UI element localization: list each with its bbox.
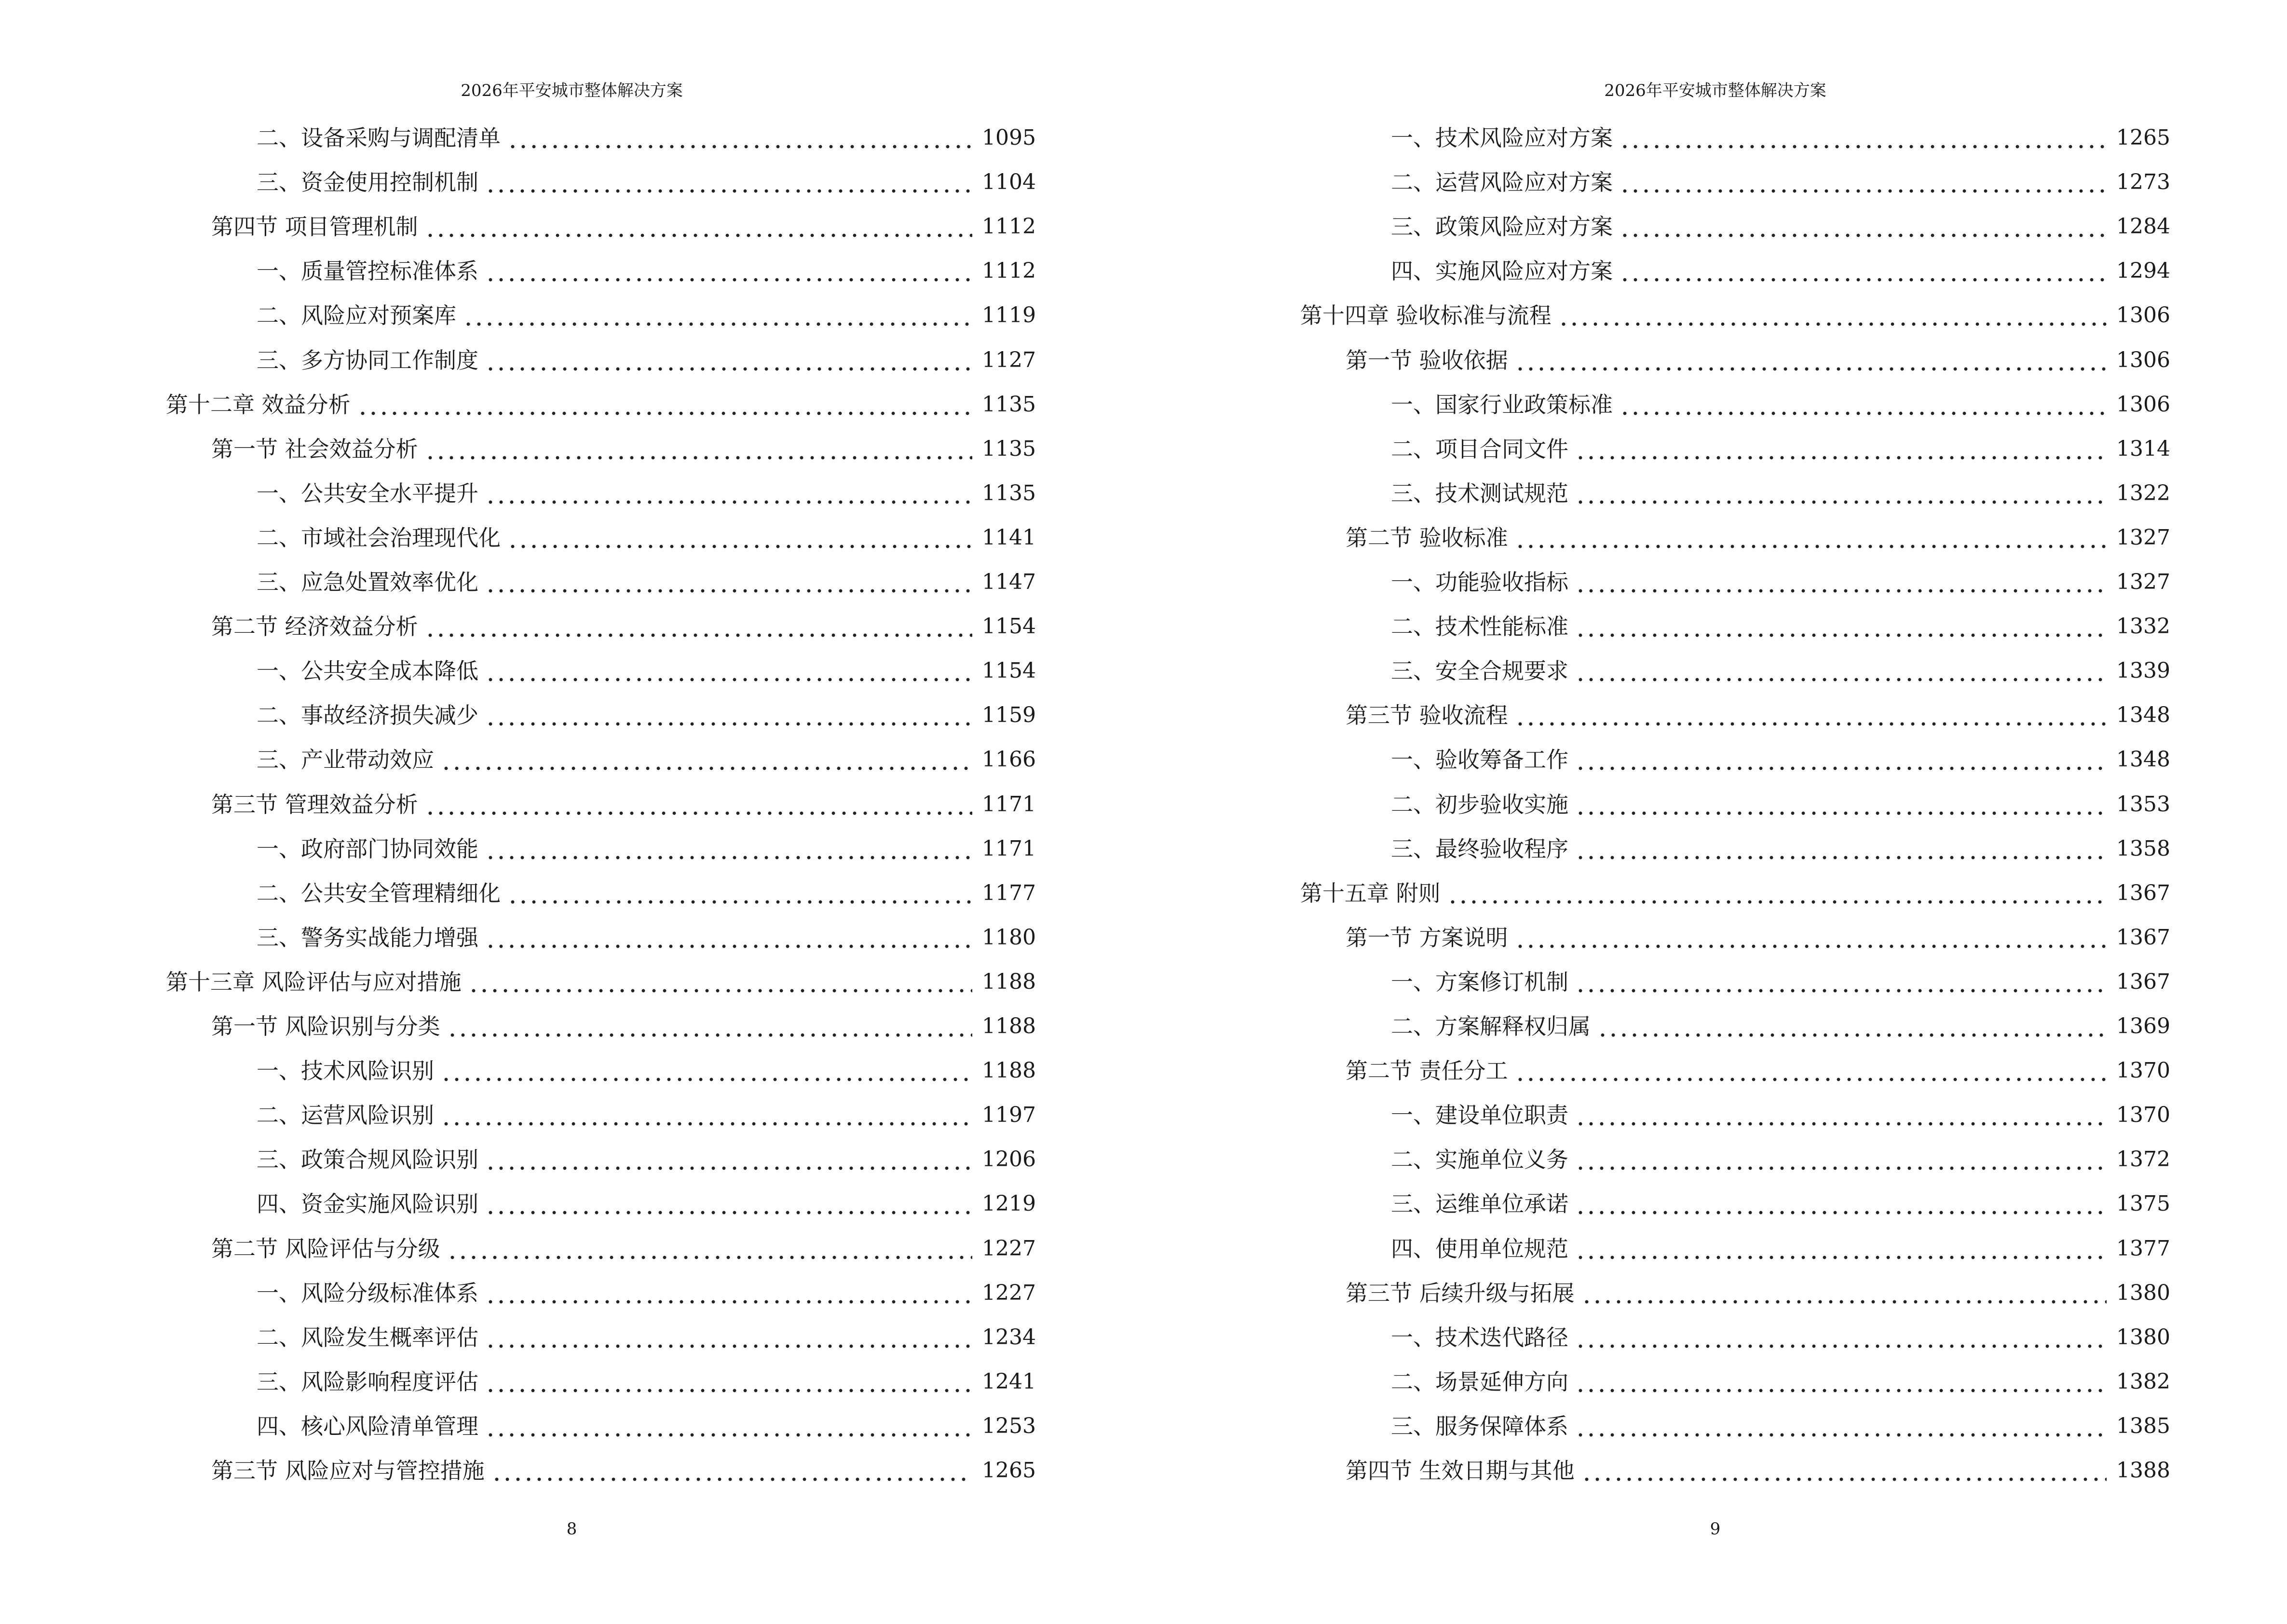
dot-leader: [485, 918, 972, 957]
toc-entry-page-number: 1265: [982, 1458, 1036, 1483]
toc-entry-title: 一、方案修订机制: [1391, 969, 1568, 995]
toc-entry-title: 第四节 项目管理机制: [211, 214, 418, 240]
dot-leader: [485, 1140, 972, 1179]
toc-entry-title: 三、运维单位承诺: [1391, 1191, 1568, 1217]
dot-leader: [1575, 1096, 2107, 1134]
toc-entry-title: 三、资金使用控制机制: [257, 169, 478, 196]
toc-entry[interactable]: [1391, 740, 2170, 779]
toc-entry-title: 三、技术测试规范: [1391, 480, 1568, 506]
toc-entry-title: 一、公共安全成本降低: [257, 658, 478, 684]
dot-leader: [485, 163, 972, 202]
toc-entry-title: 第二节 验收标准: [1346, 524, 1508, 551]
dot-leader: [1597, 1007, 2107, 1046]
toc-entry[interactable]: [211, 607, 1036, 646]
page-header: 2026年平安城市整体解决方案: [461, 81, 683, 100]
toc-entry-page-number: 1197: [982, 1103, 1036, 1128]
toc-entry-title: 二、初步验收实施: [1391, 791, 1568, 818]
toc-entry-page-number: 1177: [982, 880, 1036, 905]
dot-leader: [1575, 430, 2107, 468]
toc-entry-page-number: 1147: [982, 570, 1036, 594]
toc-entry-title: 四、使用单位规范: [1391, 1235, 1568, 1262]
toc-entry-page-number: 1188: [982, 1058, 1036, 1083]
toc-entry-title: 二、设备采购与调配清单: [257, 125, 501, 151]
toc-entry-title: 第四节 生效日期与其他: [1346, 1458, 1575, 1484]
toc-entry-title: 三、警务实战能力增强: [257, 924, 478, 951]
dot-leader: [491, 1451, 972, 1490]
toc-entry[interactable]: [1346, 696, 2170, 735]
dot-leader: [1575, 474, 2107, 513]
toc-entry-page-number: 1332: [2116, 614, 2170, 639]
dot-leader: [1581, 1274, 2107, 1312]
toc-entry-page-number: 1112: [982, 259, 1036, 284]
dot-leader: [485, 830, 972, 868]
dot-leader: [485, 474, 972, 513]
toc-entry-title: 三、产业带动效应: [257, 747, 434, 773]
toc-entry[interactable]: [257, 1318, 1036, 1357]
dot-leader: [485, 341, 972, 380]
toc-entry-page-number: 1265: [2116, 125, 2170, 150]
toc-entry-page-number: 1322: [2116, 480, 2170, 505]
toc-entry[interactable]: [1391, 163, 2170, 202]
toc-entry[interactable]: [257, 563, 1036, 601]
toc-entry[interactable]: [257, 519, 1036, 557]
toc-entry-page-number: 1095: [982, 125, 1036, 150]
toc-entry-title: 一、建设单位职责: [1391, 1102, 1568, 1129]
toc-entry[interactable]: [1391, 252, 2170, 290]
dot-leader: [425, 430, 972, 468]
dot-leader: [1575, 785, 2107, 824]
toc-entry-page-number: 1306: [2116, 303, 2170, 328]
toc-entry-page-number: 1180: [982, 925, 1036, 950]
toc-entry-title: 第三节 验收流程: [1346, 702, 1508, 729]
dot-leader: [468, 963, 972, 1001]
toc-entry-title: 二、项目合同文件: [1391, 436, 1568, 462]
toc-entry[interactable]: [1391, 1096, 2170, 1134]
toc-entry-page-number: 1339: [2116, 658, 2170, 683]
toc-entry[interactable]: [1391, 1407, 2170, 1446]
toc-entry-page-number: 1380: [2116, 1324, 2170, 1350]
toc-entry[interactable]: [1391, 1363, 2170, 1401]
toc-entry-page-number: 1306: [2116, 392, 2170, 417]
dot-leader: [425, 607, 972, 646]
toc-entry[interactable]: [211, 1451, 1036, 1490]
toc-entry-title: 三、最终验收程序: [1391, 835, 1568, 862]
toc-entry-page-number: 1370: [2116, 1058, 2170, 1083]
toc-entry[interactable]: [1391, 474, 2170, 513]
toc-entry-title: 第一节 验收依据: [1346, 347, 1508, 373]
dot-leader: [441, 1051, 972, 1090]
toc-entry[interactable]: [257, 918, 1036, 957]
toc-entry-page-number: 1294: [2116, 259, 2170, 284]
toc-entry-title: 二、方案解释权归属: [1391, 1013, 1591, 1039]
toc-entry[interactable]: [1391, 563, 2170, 601]
right-page: [1144, 0, 2287, 1624]
toc-entry[interactable]: [257, 1096, 1036, 1134]
toc-entry[interactable]: [1346, 918, 2170, 957]
page-header: 2026年平安城市整体解决方案: [1604, 81, 1826, 100]
toc-entry-page-number: 1154: [982, 614, 1036, 639]
toc-entry-page-number: 1135: [982, 392, 1036, 417]
dot-leader: [1515, 1051, 2107, 1090]
toc-entry[interactable]: [257, 1363, 1036, 1401]
toc-entry-page-number: 1112: [982, 214, 1036, 239]
toc-entry-title: 第三节 管理效益分析: [211, 791, 418, 818]
toc-entry[interactable]: [257, 652, 1036, 690]
dot-leader: [1558, 296, 2107, 335]
dot-leader: [1575, 607, 2107, 646]
toc-entry-page-number: 1171: [982, 836, 1036, 861]
toc-entry-page-number: 1227: [982, 1280, 1036, 1305]
toc-entry-title: 一、技术风险识别: [257, 1058, 434, 1084]
toc-entry-page-number: 1358: [2116, 836, 2170, 861]
page-number: 9: [1710, 1519, 1721, 1539]
toc-entry[interactable]: [257, 1407, 1036, 1446]
toc-entry-page-number: 1135: [982, 436, 1036, 461]
dot-leader: [1620, 385, 2107, 424]
toc-entry-title: 一、技术迭代路径: [1391, 1324, 1568, 1351]
dot-leader: [1575, 1229, 2107, 1268]
toc-entry[interactable]: [257, 1140, 1036, 1179]
toc-entry-page-number: 1375: [2116, 1191, 2170, 1216]
toc-entry-page-number: 1367: [2116, 925, 2170, 950]
dot-leader: [1515, 519, 2107, 557]
toc-entry-page-number: 1141: [982, 525, 1036, 550]
toc-entry-title: 一、公共安全水平提升: [257, 480, 478, 506]
dot-leader: [485, 1274, 972, 1312]
toc-entry-title: 第十二章 效益分析: [166, 391, 351, 418]
dot-leader: [485, 252, 972, 290]
dot-leader: [485, 652, 972, 690]
toc-entry-page-number: 1154: [982, 658, 1036, 683]
toc-entry[interactable]: [1391, 1318, 2170, 1357]
toc-entry-title: 第一节 风险识别与分类: [211, 1013, 440, 1039]
toc-entry-title: 一、功能验收指标: [1391, 569, 1568, 595]
toc-entry[interactable]: [257, 874, 1036, 913]
dot-leader: [485, 563, 972, 601]
toc-entry-title: 二、运营风险应对方案: [1391, 169, 1613, 196]
dot-leader: [485, 1363, 972, 1401]
toc-entry[interactable]: [257, 474, 1036, 513]
toc-entry-title: 第十四章 验收标准与流程: [1300, 302, 1552, 329]
toc-entry-title: 二、运营风险识别: [257, 1102, 434, 1129]
toc-entry-page-number: 1367: [2116, 969, 2170, 994]
dot-leader: [1575, 652, 2107, 690]
toc-entry-title: 三、政策风险应对方案: [1391, 214, 1613, 240]
toc-entry-title: 三、应急处置效率优化: [257, 569, 478, 595]
toc-entry[interactable]: [211, 785, 1036, 824]
toc-entry-title: 一、政府部门协同效能: [257, 835, 478, 862]
toc-entry[interactable]: [257, 163, 1036, 202]
toc-entry-title: 第十三章 风险评估与应对措施: [166, 969, 462, 995]
toc-entry-page-number: 1253: [982, 1413, 1036, 1438]
toc-entry[interactable]: [1300, 874, 2170, 913]
dot-leader: [441, 1096, 972, 1134]
toc-entry-title: 三、风险影响程度评估: [257, 1368, 478, 1395]
toc-entry-page-number: 1159: [982, 703, 1036, 728]
dot-leader: [425, 785, 972, 824]
toc-entry[interactable]: [1391, 785, 2170, 824]
toc-entry-title: 一、验收筹备工作: [1391, 747, 1568, 773]
toc-entry-page-number: 1188: [982, 969, 1036, 994]
dot-leader: [1575, 1318, 2107, 1357]
toc-entry-page-number: 1234: [982, 1324, 1036, 1350]
dot-leader: [1447, 874, 2107, 913]
dot-leader: [1575, 1185, 2107, 1223]
toc-entry-title: 二、场景延伸方向: [1391, 1368, 1568, 1395]
toc-entry[interactable]: [257, 119, 1036, 157]
toc-entry-page-number: 1367: [2116, 880, 2170, 905]
dot-leader: [1515, 341, 2107, 380]
toc-entry-page-number: 1227: [982, 1236, 1036, 1261]
toc-entry-page-number: 1382: [2116, 1369, 2170, 1394]
toc-entry-title: 第二节 责任分工: [1346, 1058, 1508, 1084]
toc-entry-page-number: 1166: [982, 747, 1036, 772]
dot-leader: [447, 1007, 972, 1046]
dot-leader: [1515, 696, 2107, 735]
toc-entry-page-number: 1188: [982, 1014, 1036, 1038]
toc-entry[interactable]: [211, 207, 1036, 246]
dot-leader: [1575, 963, 2107, 1001]
toc-entry[interactable]: [257, 252, 1036, 290]
toc-entry[interactable]: [1391, 207, 2170, 246]
toc-entry[interactable]: [1346, 519, 2170, 557]
dot-leader: [1581, 1451, 2107, 1490]
toc-entry-page-number: 1135: [982, 480, 1036, 505]
dot-leader: [1575, 1140, 2107, 1179]
toc-entry-page-number: 1370: [2116, 1103, 2170, 1128]
toc-entry[interactable]: [1346, 1274, 2170, 1312]
dot-leader: [485, 1185, 972, 1223]
toc-entry-title: 一、风险分级标准体系: [257, 1280, 478, 1306]
dot-leader: [447, 1229, 972, 1268]
dot-leader: [1575, 1407, 2107, 1446]
toc-entry[interactable]: [1391, 1185, 2170, 1223]
dot-leader: [1620, 119, 2107, 157]
toc-entry[interactable]: [1346, 1451, 2170, 1490]
toc-entry[interactable]: [211, 430, 1036, 468]
toc-entry-title: 四、核心风险清单管理: [257, 1413, 478, 1439]
toc-entry-page-number: 1369: [2116, 1014, 2170, 1038]
toc-entry-title: 第二节 经济效益分析: [211, 614, 418, 640]
toc-entry-title: 第十五章 附则: [1300, 880, 1441, 906]
dot-leader: [357, 385, 972, 424]
toc-entry-title: 二、实施单位义务: [1391, 1146, 1568, 1173]
toc-entry-title: 一、技术风险应对方案: [1391, 125, 1613, 151]
toc-entry-page-number: 1171: [982, 792, 1036, 817]
toc-entry-title: 四、实施风险应对方案: [1391, 258, 1613, 285]
toc-entry-page-number: 1385: [2116, 1413, 2170, 1438]
dot-leader: [1515, 918, 2107, 957]
page-number: 8: [566, 1519, 577, 1539]
toc-entry[interactable]: [1391, 963, 2170, 1001]
toc-entry-title: 二、事故经济损失减少: [257, 702, 478, 729]
dot-leader: [1620, 163, 2107, 202]
toc-entry-page-number: 1380: [2116, 1280, 2170, 1305]
toc-entry-page-number: 1206: [982, 1147, 1036, 1172]
toc-entry[interactable]: [257, 740, 1036, 779]
toc-entry-page-number: 1353: [2116, 792, 2170, 817]
toc-entry-page-number: 1314: [2116, 436, 2170, 461]
toc-entry-title: 一、质量管控标准体系: [257, 258, 478, 285]
dot-leader: [1575, 563, 2107, 601]
toc-entry[interactable]: [257, 296, 1036, 335]
dot-leader: [463, 296, 972, 335]
toc-entry-page-number: 1127: [982, 347, 1036, 372]
toc-entry[interactable]: [1346, 341, 2170, 380]
dot-leader: [425, 207, 972, 246]
toc-entry[interactable]: [1391, 652, 2170, 690]
dot-leader: [507, 874, 972, 913]
toc-entry-page-number: 1372: [2116, 1147, 2170, 1172]
toc-entry-page-number: 1348: [2116, 703, 2170, 728]
toc-entry[interactable]: [257, 830, 1036, 868]
toc-entry-title: 一、国家行业政策标准: [1391, 391, 1613, 418]
toc-entry[interactable]: [1391, 607, 2170, 646]
toc-entry[interactable]: [257, 1051, 1036, 1090]
toc-entry[interactable]: [1391, 1007, 2170, 1046]
toc-entry[interactable]: [211, 1007, 1036, 1046]
toc-entry-title: 三、安全合规要求: [1391, 658, 1568, 684]
dot-leader: [485, 696, 972, 735]
toc-entry-title: 二、公共安全管理精细化: [257, 880, 501, 906]
toc-entry-title: 三、政策合规风险识别: [257, 1146, 478, 1173]
toc-entry[interactable]: [1391, 385, 2170, 424]
toc-entry[interactable]: [257, 696, 1036, 735]
toc-entry-title: 三、服务保障体系: [1391, 1413, 1568, 1439]
toc-entry-page-number: 1284: [2116, 214, 2170, 239]
toc-entry[interactable]: [1300, 296, 2170, 335]
toc-entry[interactable]: [257, 1185, 1036, 1223]
toc-entry[interactable]: [1391, 119, 2170, 157]
toc-entry[interactable]: [1391, 430, 2170, 468]
toc-entry[interactable]: [1391, 830, 2170, 868]
toc-entry[interactable]: [1391, 1229, 2170, 1268]
toc-entry[interactable]: [1391, 1140, 2170, 1179]
toc-entry[interactable]: [257, 341, 1036, 380]
toc-entry-title: 第三节 风险应对与管控措施: [211, 1458, 485, 1484]
dot-leader: [1575, 1363, 2107, 1401]
toc-entry-title: 二、技术性能标准: [1391, 614, 1568, 640]
toc-entry-page-number: 1119: [982, 303, 1036, 328]
toc-entry-page-number: 1348: [2116, 747, 2170, 772]
toc-entry-title: 二、风险应对预案库: [257, 302, 456, 329]
toc-entry-title: 三、多方协同工作制度: [257, 347, 478, 373]
toc-entry-title: 二、风险发生概率评估: [257, 1324, 478, 1351]
toc-entry[interactable]: [257, 1274, 1036, 1312]
toc-entry-page-number: 1104: [982, 170, 1036, 195]
toc-entry-page-number: 1377: [2116, 1236, 2170, 1261]
dot-leader: [507, 119, 972, 157]
dot-leader: [507, 519, 972, 557]
dot-leader: [485, 1407, 972, 1446]
toc-entry[interactable]: [211, 1229, 1036, 1268]
dot-leader: [485, 1318, 972, 1357]
toc-entry-page-number: 1241: [982, 1369, 1036, 1394]
toc-entry-page-number: 1306: [2116, 347, 2170, 372]
dot-leader: [1575, 830, 2107, 868]
dot-leader: [1620, 207, 2107, 246]
toc-entry-title: 二、市域社会治理现代化: [257, 524, 501, 551]
dot-leader: [1620, 252, 2107, 290]
toc-entry-page-number: 1388: [2116, 1458, 2170, 1483]
dot-leader: [441, 740, 972, 779]
toc-entry-page-number: 1219: [982, 1191, 1036, 1216]
dot-leader: [1575, 740, 2107, 779]
toc-entry[interactable]: [166, 385, 1036, 424]
toc-entry-page-number: 1327: [2116, 570, 2170, 594]
toc-entry-title: 四、资金实施风险识别: [257, 1191, 478, 1217]
toc-entry[interactable]: [1346, 1051, 2170, 1090]
toc-entry-page-number: 1327: [2116, 525, 2170, 550]
toc-entry-page-number: 1273: [2116, 170, 2170, 195]
toc-entry[interactable]: [166, 963, 1036, 1001]
toc-entry-title: 第二节 风险评估与分级: [211, 1235, 440, 1262]
toc-entry-title: 第一节 方案说明: [1346, 924, 1508, 951]
toc-entry-title: 第三节 后续升级与拓展: [1346, 1280, 1575, 1306]
toc-entry-title: 第一节 社会效益分析: [211, 436, 418, 462]
